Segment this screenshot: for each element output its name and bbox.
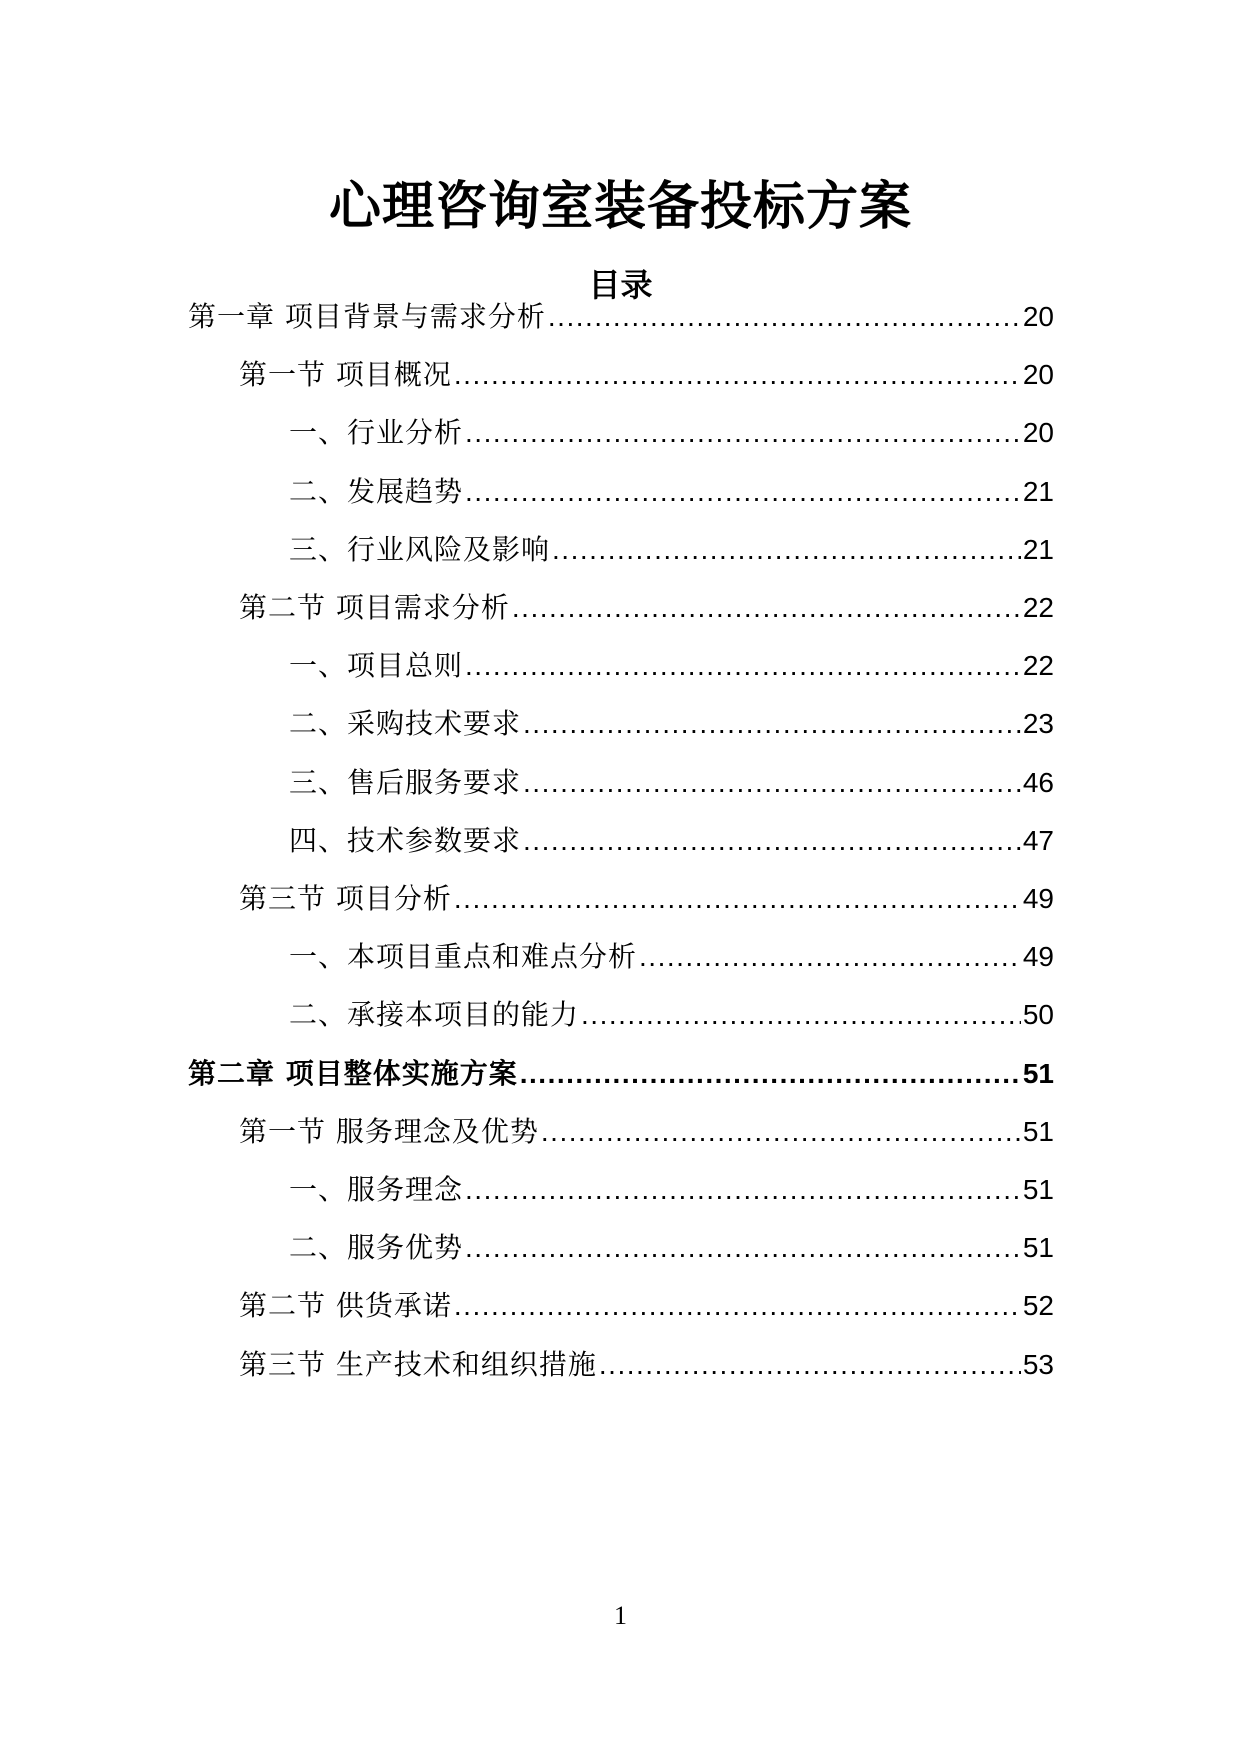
toc-entry-label: 第一章 项目背景与需求分析 — [188, 300, 546, 333]
toc-dot-leader — [599, 1343, 1021, 1387]
toc-entry-label: 第三节 项目分析 — [239, 882, 452, 915]
toc-entry-page: 50 — [1022, 999, 1054, 1030]
toc-entry[interactable] — [289, 993, 1054, 1037]
toc-entry[interactable] — [289, 761, 1054, 805]
toc-entry-page: 22 — [1022, 592, 1054, 623]
toc-dot-leader — [520, 1052, 1021, 1096]
toc-entry[interactable] — [289, 702, 1054, 746]
page-number: 1 — [614, 1601, 627, 1630]
toc-dot-leader — [454, 1284, 1021, 1328]
toc-entry-label: 第二章 项目整体实施方案 — [188, 1057, 518, 1090]
toc-entry-label: 二、采购技术要求 — [289, 707, 522, 740]
toc-entry-page: 21 — [1022, 534, 1054, 565]
toc-entry-page: 53 — [1022, 1349, 1054, 1380]
toc-dot-leader — [454, 353, 1021, 397]
toc-entry-label: 一、服务理念 — [289, 1173, 464, 1206]
toc-entry[interactable] — [289, 411, 1054, 455]
toc-dot-leader — [523, 761, 1021, 805]
toc-dot-leader — [523, 819, 1021, 863]
toc-entry-label: 四、技术参数要求 — [289, 824, 522, 857]
toc-entry-label: 二、服务优势 — [289, 1231, 464, 1264]
toc-entry-page: 51 — [1022, 1232, 1054, 1263]
toc-dot-leader — [465, 411, 1021, 455]
toc-dot-leader — [465, 1168, 1021, 1212]
toc-entry[interactable] — [289, 528, 1054, 572]
toc-entry-label: 第二节 供货承诺 — [239, 1289, 452, 1322]
toc-dot-leader — [541, 1110, 1021, 1154]
toc-entry[interactable] — [289, 644, 1054, 688]
toc-entry-label: 一、本项目重点和难点分析 — [289, 940, 638, 973]
toc-entry-page: 22 — [1022, 650, 1054, 681]
toc-entry[interactable] — [239, 877, 1054, 921]
toc-entry[interactable] — [289, 1168, 1054, 1212]
toc-entry[interactable] — [188, 295, 1054, 339]
toc-dot-leader — [523, 702, 1021, 746]
toc-entry-page: 46 — [1022, 767, 1054, 798]
toc-entry[interactable] — [289, 819, 1054, 863]
toc-entry-label: 第一节 服务理念及优势 — [239, 1115, 539, 1148]
toc-entry[interactable] — [239, 1110, 1054, 1154]
toc-entry[interactable] — [239, 1284, 1054, 1328]
toc-entry-page: 23 — [1022, 708, 1054, 739]
toc-entry-label: 第三节 生产技术和组织措施 — [239, 1348, 597, 1381]
toc-entry-label: 第二节 项目需求分析 — [239, 591, 510, 624]
toc-entry[interactable] — [289, 470, 1054, 514]
toc-dot-leader — [454, 877, 1021, 921]
toc-entry[interactable] — [239, 586, 1054, 630]
toc-entry-page: 20 — [1022, 417, 1054, 448]
toc-dot-leader — [548, 295, 1021, 339]
toc-entry-page: 51 — [1022, 1058, 1054, 1089]
toc-entry-label: 一、项目总则 — [289, 649, 464, 682]
toc-entry-page: 51 — [1022, 1116, 1054, 1147]
toc-entry[interactable] — [289, 1226, 1054, 1270]
toc-entry-page: 20 — [1022, 301, 1054, 332]
toc-dot-leader — [639, 935, 1021, 979]
toc-dot-leader — [581, 993, 1021, 1037]
toc-entry-label: 一、行业分析 — [289, 416, 464, 449]
toc-dot-leader — [512, 586, 1021, 630]
toc-entry[interactable] — [289, 935, 1054, 979]
toc-heading: 目录 — [588, 266, 653, 304]
toc-entry-page: 21 — [1022, 476, 1054, 507]
toc-entry-label: 二、发展趋势 — [289, 475, 464, 508]
toc-entry-label: 第一节 项目概况 — [239, 358, 452, 391]
document-title: 心理咨询室装备投标方案 — [328, 177, 912, 237]
toc-entry-label: 三、售后服务要求 — [289, 766, 522, 799]
toc-entry[interactable] — [239, 1343, 1054, 1387]
toc-entry-label: 三、行业风险及影响 — [289, 533, 551, 566]
toc-entry-page: 49 — [1022, 883, 1054, 914]
toc-entry-label: 二、承接本项目的能力 — [289, 998, 580, 1031]
toc-dot-leader — [465, 1226, 1021, 1270]
toc-entry-page: 20 — [1022, 359, 1054, 390]
toc-entry-page: 51 — [1022, 1174, 1054, 1205]
toc-entry-page: 49 — [1022, 941, 1054, 972]
toc-dot-leader — [552, 528, 1021, 572]
toc-dot-leader — [465, 644, 1021, 688]
toc-entry[interactable] — [239, 353, 1054, 397]
toc-dot-leader — [465, 470, 1021, 514]
toc-entry-page: 52 — [1022, 1290, 1054, 1321]
toc-entry[interactable] — [188, 1052, 1054, 1096]
toc-entry-page: 47 — [1022, 825, 1054, 856]
